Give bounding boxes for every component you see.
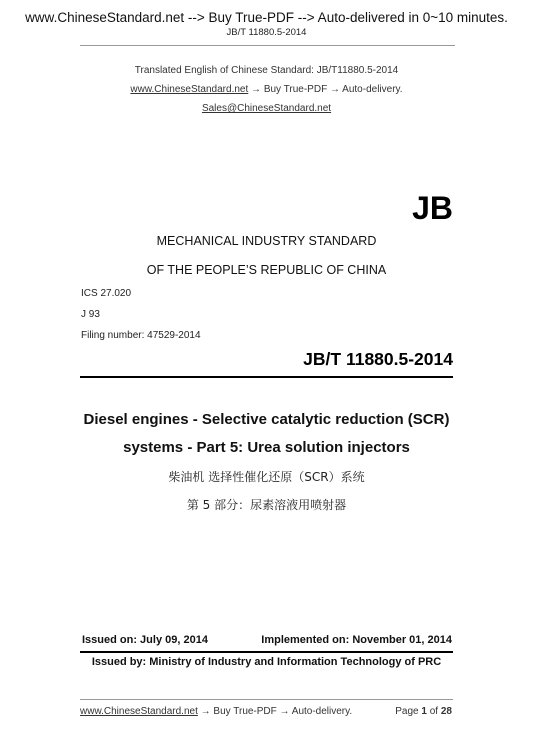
standard-line-1: MECHANICAL INDUSTRY STANDARD [156,234,377,248]
standard-line-2: OF THE PEOPLE’S REPUBLIC OF CHINA [146,263,387,277]
implemented-on: Implemented on: November 01, 2014 [261,634,452,646]
title-cn-line-1: 柴油机 选择性催化还原（SCR）系统 [168,470,365,484]
site-link[interactable]: www.ChineseStandard.net [130,84,249,95]
dates-divider [80,651,453,653]
footer-divider [80,699,453,700]
footer-left [80,706,352,717]
classification-code: J 93 [81,309,100,320]
page-number: 1 [421,706,427,717]
header-standard-id: JB/T 11880.5-2014 [226,27,307,38]
footer-site-link[interactable]: www.ChineseStandard.net [80,706,198,717]
footer-buy-text: → Buy True-PDF → Auto-delivery. [197,706,353,717]
issued-by: Issued by: Ministry of Industry and Information Technology of PRC [91,656,442,668]
email-link[interactable]: Sales@ChineseStandard.net [201,103,332,114]
top-banner: www.ChineseStandard.net --> Buy True-PDF --> Auto-delivered in 0~10 minutes. [25,10,508,25]
page-indicator [395,706,452,717]
jb-logo: JB [412,190,453,226]
page-label: Page [395,706,419,717]
code-divider [80,376,453,378]
issued-on: Issued on: July 09, 2014 [82,634,208,646]
filing-number: Filing number: 47529-2014 [81,330,201,341]
site-buy-line [0,84,533,95]
email-line [0,103,533,114]
ics-code: ICS 27.020 [81,288,132,299]
of-label: of [429,706,439,717]
title-cn-line-2: 第 5 部分：尿素溶液用喷射器 [186,498,347,512]
header-divider [80,45,455,46]
title-en-line-2: systems - Part 5: Urea solution injectors [123,439,410,456]
buy-text: → Buy True-PDF → Auto-delivery. [248,84,403,95]
page-total: 28 [440,706,452,717]
translated-note: Translated English of Chinese Standard: JB/T11880.5-2014 [134,65,399,76]
standard-code: JB/T 11880.5-2014 [303,349,453,369]
title-en-line-1: Diesel engines - Selective catalytic reduction (SCR) [83,411,450,428]
